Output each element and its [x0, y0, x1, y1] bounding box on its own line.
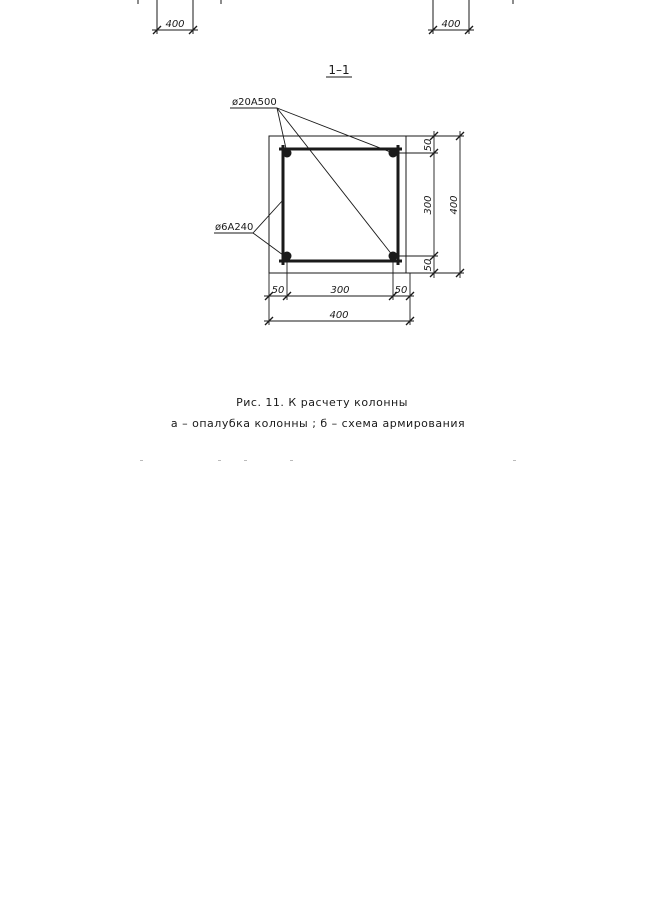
scan-mark [290, 460, 293, 461]
scan-mark [218, 460, 221, 461]
scan-marks [140, 460, 516, 461]
stirrup-leader-2 [253, 233, 283, 255]
rebar-label: ø20А500 [232, 97, 277, 108]
leaders [214, 108, 393, 256]
right-dim-middle: 300 [423, 195, 434, 215]
stirrup-label: ø6А240 [215, 222, 254, 233]
bottom-dim-middle: 300 [330, 285, 350, 296]
scan-mark [513, 460, 516, 461]
top-left-dim-value: 400 [165, 19, 185, 30]
bottom-dim-right: 50 [394, 285, 408, 296]
right-dim-bottom: 50 [423, 258, 434, 272]
scan-mark [244, 460, 247, 461]
rebar-bottom-right [389, 252, 398, 261]
right-dim-total: 400 [449, 195, 460, 215]
bottom-dim-left: 50 [271, 285, 285, 296]
rebar-bottom-left [283, 252, 292, 261]
figure-caption-line1: Рис. 11. К расчету колонны [236, 396, 408, 409]
section-title: 1–1 [328, 63, 350, 77]
figure-caption-line2: а – опалубка колонны ; б – схема армирования [170, 417, 466, 430]
scan-mark [140, 460, 143, 461]
top-right-dim-value: 400 [441, 19, 461, 30]
stirrup [279, 145, 402, 265]
stirrup-leader-1 [253, 200, 283, 233]
column-section [269, 136, 406, 273]
right-dim-top: 50 [423, 138, 434, 152]
bottom-dim-total: 400 [329, 310, 349, 321]
